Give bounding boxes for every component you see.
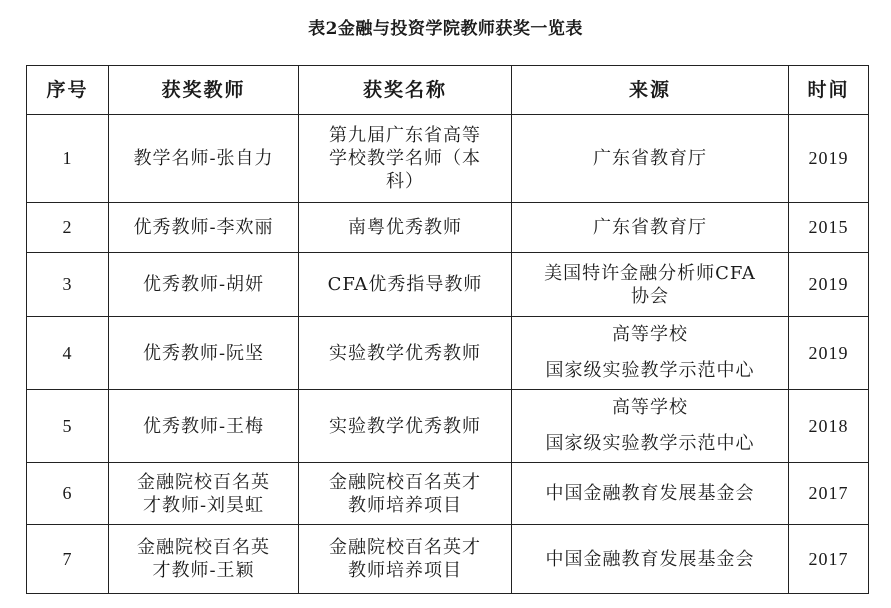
cell-award [299,463,512,525]
cell-year [789,525,869,594]
cell-text: 教师培养项目 [348,494,462,516]
table-row [27,253,869,317]
cell-text: 2019 [808,274,849,294]
cell-year [789,463,869,525]
cell-text: 3 [62,274,73,294]
table-caption: 表2金融与投资学院教师获奖一览表 [308,19,583,39]
cell-year [789,390,869,463]
cell-award [299,115,512,203]
cell-text: 才教师-王颖 [152,560,255,581]
cell-text: 2 [62,217,73,237]
cell-text: 优秀教师-胡妍 [142,274,265,295]
cell-text: 高等学校 [612,324,688,345]
cell-text: 学校教学名师（本 [329,148,481,169]
cell-year [789,115,869,203]
cell-text: 2017 [808,548,849,569]
cell-teacher [109,203,299,253]
table-row [27,115,869,203]
cell-text: 5 [62,415,73,436]
cell-text: 教学名师-张自力 [133,148,274,169]
cell-text: 广东省教育厅 [593,217,707,238]
cell-text: 2017 [808,483,849,503]
awards-table [26,65,869,594]
header-row [27,66,869,115]
cell-text: 6 [62,483,73,503]
cell-award [299,390,512,463]
cell-text: 美国特许金融分析师CFA [544,262,756,284]
cell-index [27,463,109,525]
header-index: 序号 [27,66,109,115]
cell-text: 实验教学优秀教师 [329,415,481,437]
cell-text: 优秀教师-王梅 [142,415,265,437]
cell-text: 实验教学优秀教师 [329,342,481,364]
table-row [27,390,869,463]
table-row [27,317,869,390]
cell-teacher [109,390,299,463]
cell-teacher [109,253,299,317]
cell-index [27,115,109,203]
cell-text: 中国金融教育发展基金会 [545,483,755,504]
cell-text: 中国金融教育发展基金会 [545,548,755,570]
cell-year [789,203,869,253]
cell-source [512,390,789,463]
cell-text: 金融院校百名英才 [329,471,481,493]
cell-text: 优秀教师-阮坚 [142,342,265,364]
cell-source [512,203,789,253]
cell-index [27,203,109,253]
cell-text: 金融院校百名英 [137,537,270,558]
cell-text: 2019 [808,148,849,168]
cell-text: 金融院校百名英 [137,471,270,493]
cell-award [299,525,512,594]
cell-text: 2018 [808,415,849,436]
cell-text: 2019 [808,342,849,363]
cell-index [27,390,109,463]
header-teacher: 获奖教师 [109,66,299,115]
cell-index [27,253,109,317]
cell-index [27,525,109,594]
cell-text: 金融院校百名英才 [329,537,481,558]
cell-source [512,253,789,317]
header-award: 获奖名称 [299,66,512,115]
cell-teacher [109,463,299,525]
cell-text: 1 [62,148,73,168]
cell-text: 才教师-刘昊虹 [142,494,265,516]
cell-index [27,317,109,390]
cell-text: 广东省教育厅 [593,148,707,169]
cell-text: 教师培养项目 [348,560,462,581]
header-year: 时间 [789,66,869,115]
table-row [27,525,869,594]
cell-text: 高等学校 [612,397,688,418]
cell-award [299,253,512,317]
cell-text: 2015 [808,217,849,237]
table-row [27,463,869,525]
table-row [27,203,869,253]
cell-text: 国家级实验教学示范中心 [545,360,755,381]
cell-award [299,317,512,390]
cell-text: 协会 [631,285,669,307]
cell-source [512,317,789,390]
cell-text: CFA优秀指导教师 [327,274,483,295]
cell-award [299,203,512,253]
cell-year [789,253,869,317]
cell-teacher [109,525,299,594]
cell-text: 优秀教师-李欢丽 [133,217,274,238]
cell-source [512,463,789,525]
cell-year [789,317,869,390]
cell-teacher [109,317,299,390]
cell-text: 国家级实验教学示范中心 [545,433,755,454]
cell-text: 第九届广东省高等 [329,125,481,146]
cell-teacher [109,115,299,203]
cell-text: 科） [386,171,424,192]
header-source: 来源 [512,66,789,115]
cell-text: 南粤优秀教师 [348,217,462,238]
cell-source [512,115,789,203]
cell-source [512,525,789,594]
cell-text: 7 [62,548,73,569]
cell-text: 4 [62,342,73,363]
